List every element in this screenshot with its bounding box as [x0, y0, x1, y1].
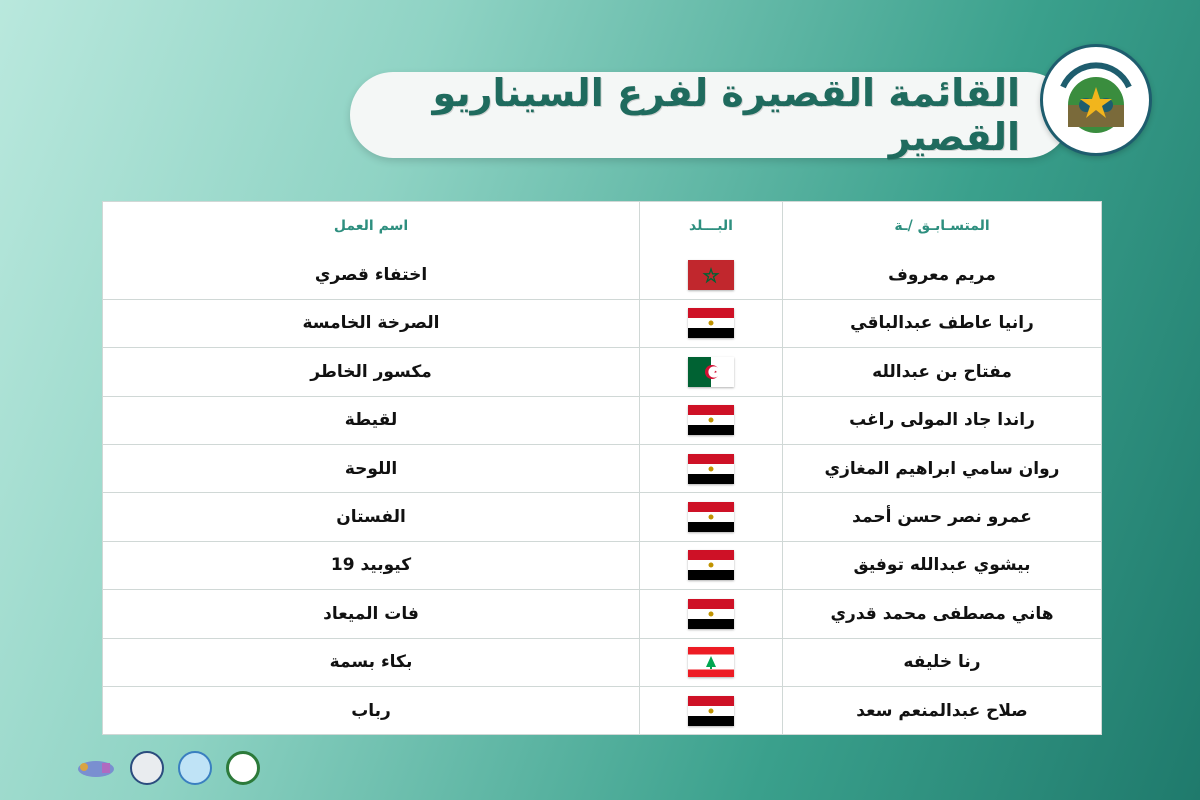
morocco-flag-icon [688, 260, 734, 290]
contestant-name: صلاح عبدالمنعم سعد [856, 700, 1028, 721]
country-cell [640, 300, 783, 347]
partner-logo-3 [178, 751, 212, 785]
work-title: الفستان [103, 493, 640, 540]
partner-logo-2 [130, 751, 164, 785]
work-title: بكاء بسمة [103, 639, 640, 686]
contestant-name: روان سامي ابراهيم المغازي [824, 458, 1060, 479]
country-cell [640, 542, 783, 589]
oscar-logo [1040, 44, 1152, 156]
country-cell [640, 493, 783, 540]
table-row [103, 541, 1101, 589]
work-title: اللوحة [103, 445, 640, 492]
contestant-name: راندا جاد المولى راغب [849, 410, 1035, 431]
partner-logos [74, 750, 260, 786]
egypt-flag-icon [688, 550, 734, 580]
contestant-name: مريم معروف [888, 264, 996, 285]
egypt-flag-icon [688, 502, 734, 532]
contestant-name: رانيا عاطف عبدالباقي [850, 313, 1034, 334]
country-cell [640, 687, 783, 734]
egypt-flag-icon [688, 308, 734, 338]
header-work: اسم العمل [103, 202, 640, 250]
partner-logo-1 [74, 757, 116, 779]
header-name: المتسـابـق /ـة [894, 218, 990, 235]
table-row [103, 686, 1101, 734]
country-cell [640, 639, 783, 686]
table-header-row [103, 202, 1101, 250]
table-row [103, 347, 1101, 395]
country-cell [640, 590, 783, 637]
country-cell [640, 348, 783, 395]
contestant-name: عمرو نصر حسن أحمد [852, 507, 1032, 528]
shortlist-table [102, 201, 1102, 735]
work-title: فات الميعاد [103, 590, 640, 637]
country-cell [640, 445, 783, 492]
egypt-flag-icon [688, 696, 734, 726]
title-banner [350, 72, 1070, 158]
algeria-flag-icon [688, 357, 734, 387]
contestant-name: مفتاح بن عبدالله [872, 361, 1012, 382]
work-title: اختفاء قصري [103, 250, 640, 298]
work-title: الصرخة الخامسة [103, 300, 640, 347]
work-title: رباب [103, 687, 640, 734]
partner-logo-4 [226, 751, 260, 785]
work-title: كيوبيد 19 [103, 542, 640, 589]
table-row [103, 396, 1101, 444]
egypt-flag-icon [688, 454, 734, 484]
egypt-flag-icon [688, 405, 734, 435]
table-row [103, 444, 1101, 492]
work-title: لقيطة [103, 397, 640, 444]
egypt-flag-icon [688, 599, 734, 629]
table-row [103, 589, 1101, 637]
lebanon-flag-icon [688, 647, 734, 677]
country-cell [640, 397, 783, 444]
table-row [103, 299, 1101, 347]
contestant-name: رنا خليفه [903, 652, 981, 673]
table-row [103, 250, 1101, 298]
table-row [103, 492, 1101, 540]
work-title: مكسور الخاطر [103, 348, 640, 395]
table-row [103, 638, 1101, 686]
country-cell [640, 250, 783, 298]
header-country: البـــلد [640, 202, 783, 250]
page-title: القائمة القصيرة لفرع السيناريو القصير [432, 71, 1020, 159]
contestant-name: هاني مصطفى محمد قدري [830, 603, 1054, 624]
contestant-name: بيشوي عبدالله توفيق [853, 555, 1031, 576]
